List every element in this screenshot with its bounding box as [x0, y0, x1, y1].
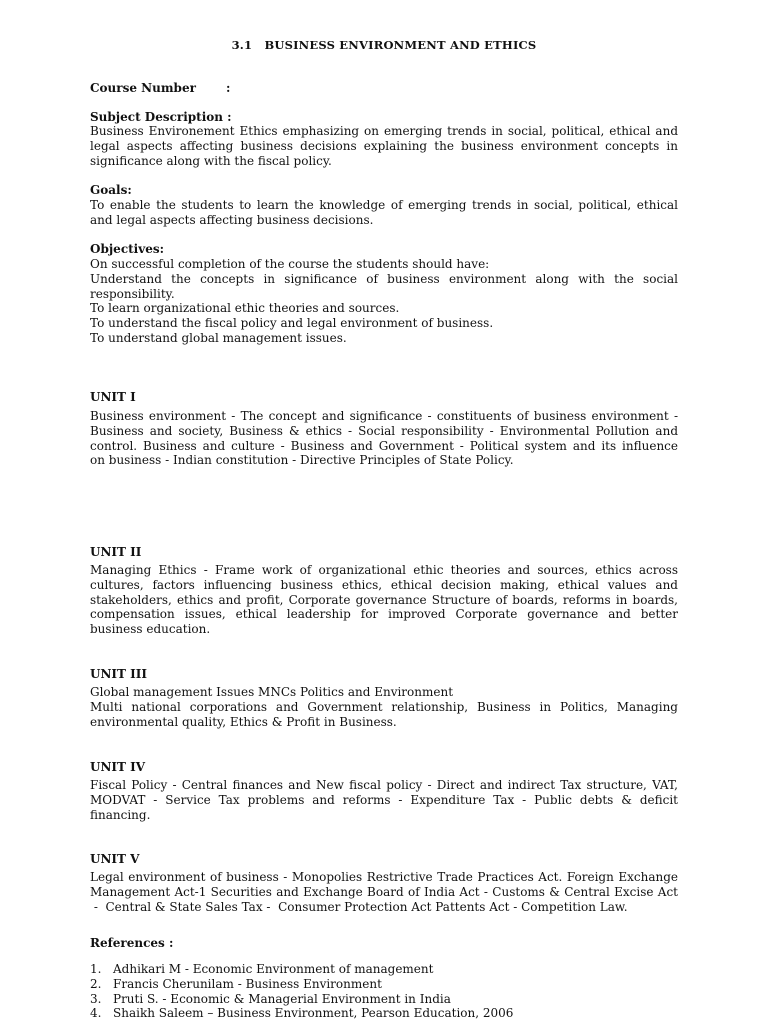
reference-text: Francis Cherunilam - Business Environment — [113, 976, 382, 991]
text-line: significance along with the fiscal policy. — [90, 153, 332, 168]
unit-3-body — [90, 685, 678, 729]
unit-1-body — [90, 409, 678, 468]
text-line: financing. — [90, 807, 151, 822]
text-line: Business environment - The concept and significance - constituents of business environment - — [90, 409, 678, 423]
text-line: To learn organizational ethic theories and sources. — [90, 301, 400, 316]
text-line: compensation issues, ethical leadership for improved Corporate governance and better — [90, 607, 678, 622]
text-line: To understand the fiscal policy and legal environment of business. — [90, 316, 494, 331]
text-line: control. Business and culture - Business and Government - Political system and its influence — [90, 438, 678, 453]
course-number-label: Course Number — [90, 81, 196, 95]
objectives-body — [90, 257, 678, 346]
text-line: - Central & State Sales Tax - Consumer Protection Act Pattents Act - Competition Law. — [90, 899, 628, 914]
objectives-heading: Objectives: — [90, 242, 165, 256]
text-line: cultures, factors influencing business ethics, ethical decision making, ethical values and — [90, 577, 678, 592]
text-line: on business - Indian constitution - Directive Principles of State Policy. — [90, 453, 514, 468]
text-line: On successful completion of the course the students should have: — [90, 257, 490, 271]
document-title — [0, 38, 768, 52]
unit-2-body — [90, 563, 678, 637]
text-line: and legal aspects affecting business decisions. — [90, 212, 374, 227]
text-line: Management Act-1 Securities and Exchange Board of India Act - Customs & Central Excise Act — [90, 884, 678, 899]
section-title: BUSINESS ENVIRONMENT AND ETHICS — [264, 38, 537, 52]
text-line: To understand global management issues. — [90, 330, 347, 345]
reference-item — [90, 992, 678, 1007]
text-line: Fiscal Policy - Central finances and New fiscal policy - Direct and indirect Tax structure, VAT, — [90, 778, 678, 792]
text-line: Global management Issues MNCs Politics and Environment — [90, 685, 454, 699]
unit-5-heading: UNIT V — [90, 852, 140, 866]
course-number-row — [90, 81, 678, 96]
text-line: Business Environement Ethics emphasizing on emerging trends in social, political, ethical and — [90, 124, 678, 138]
reference-number: 1. — [90, 962, 102, 976]
reference-item — [90, 1006, 678, 1021]
text-line: Understand the concepts in significance of business environment along with the social — [90, 271, 678, 286]
reference-text: Adhikari M - Economic Environment of management — [113, 962, 434, 976]
subject-description-heading: Subject Description : — [90, 110, 232, 124]
text-line: environmental quality, Ethics & Profit in Business. — [90, 714, 397, 729]
text-line: MODVAT - Service Tax problems and reforms - Expenditure Tax - Public debts & deficit — [90, 792, 678, 807]
unit-2-heading: UNIT II — [90, 545, 142, 559]
text-line: Business and society, Business & ethics - Social responsibility - Environmental Pollution and — [90, 423, 678, 438]
goals-heading: Goals: — [90, 183, 132, 197]
course-number-colon: : — [226, 81, 231, 95]
unit-5-body — [90, 870, 678, 914]
reference-number: 3. — [90, 991, 102, 1006]
text-line: stakeholders, ethics and profit, Corporate governance Structure of boards, reforms in boards, — [90, 592, 678, 607]
text-line: responsibility. — [90, 286, 175, 301]
reference-number: 2. — [90, 976, 102, 991]
reference-number: 4. — [90, 1006, 102, 1021]
unit-4-heading: UNIT IV — [90, 760, 146, 774]
text-line: Managing Ethics - Frame work of organizational ethic theories and sources, ethics across — [90, 563, 678, 577]
goals-body — [90, 198, 678, 228]
unit-4-body — [90, 778, 678, 822]
text-line: business education. — [90, 622, 211, 637]
unit-1-heading: UNIT I — [90, 390, 136, 404]
references-list — [90, 962, 678, 1021]
references-heading: References : — [90, 936, 174, 950]
reference-text: Shaikh Saleem – Business Environment, Pearson Education, 2006 — [113, 1006, 514, 1021]
reference-item — [90, 977, 678, 992]
text-line: Legal environment of business - Monopolies Restrictive Trade Practices Act. Foreign Exchange — [90, 870, 678, 884]
section-number: 3.1 — [231, 38, 253, 52]
subject-description-body — [90, 124, 678, 168]
text-line: To enable the students to learn the knowledge of emerging trends in social, political, ethical — [90, 198, 678, 212]
text-line: Multi national corporations and Government relationship, Business in Politics, Managing — [90, 699, 678, 714]
unit-3-heading: UNIT III — [90, 667, 147, 681]
reference-text: Pruti S. - Economic & Managerial Environment in India — [113, 991, 451, 1006]
reference-item — [90, 962, 678, 977]
text-line: legal aspects affecting business decisions explaining the business environment concepts in — [90, 138, 678, 153]
